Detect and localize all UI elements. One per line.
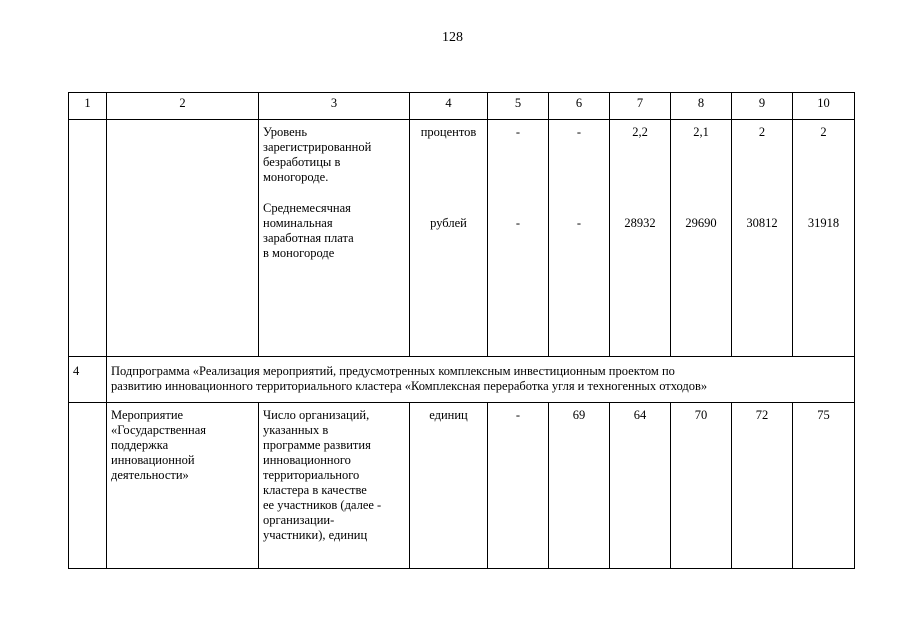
text-line: Уровень xyxy=(263,125,308,139)
header-cell: 3 xyxy=(259,93,410,120)
text-line: зарегистрированной xyxy=(263,140,372,154)
subprogram-row xyxy=(69,357,855,403)
text-line: Число организаций, xyxy=(263,408,370,422)
header-cell: 6 xyxy=(549,93,610,120)
value-cell: - xyxy=(488,403,549,569)
text-line: территориального xyxy=(263,468,360,482)
value: 31918 xyxy=(807,216,840,230)
value: - xyxy=(515,125,521,139)
table-row xyxy=(69,120,855,357)
value: 30812 xyxy=(746,216,778,230)
value-cell: 70 xyxy=(671,403,732,569)
value: - xyxy=(576,125,582,139)
indicator-name-cell xyxy=(259,120,410,357)
text-line: указанных в xyxy=(263,423,329,437)
program-indicators-table xyxy=(68,92,855,569)
unit-cell xyxy=(410,120,488,357)
text-line: «Государственная xyxy=(111,423,207,437)
value-cell: 69 xyxy=(549,403,610,569)
row-number-cell xyxy=(69,120,107,357)
text-line: номинальная xyxy=(263,216,333,230)
text-line: заработная плата xyxy=(263,231,354,245)
indicator-name-cell xyxy=(259,403,410,569)
text-line: Мероприятие xyxy=(111,408,184,422)
value-cell: 75 xyxy=(793,403,855,569)
value-cell xyxy=(671,120,732,357)
text-line: инновационной xyxy=(111,453,195,467)
text-line: участники), единиц xyxy=(263,528,368,542)
subprogram-number: 4 xyxy=(69,357,107,403)
page-number: 128 xyxy=(442,30,463,45)
value: - xyxy=(515,216,521,230)
event-cell xyxy=(107,120,259,357)
text-line: Среднемесячная xyxy=(263,201,351,215)
text-line: поддержка xyxy=(111,438,169,452)
text-line: ее участников (далее - xyxy=(263,498,382,512)
header-cell: 9 xyxy=(732,93,793,120)
unit-value: процентов xyxy=(420,125,477,139)
event-cell xyxy=(107,403,259,569)
header-cell: 1 xyxy=(69,93,107,120)
header-cell: 8 xyxy=(671,93,732,120)
text-line: в моногороде xyxy=(263,246,335,260)
value: 2,2 xyxy=(632,125,648,139)
subprogram-title xyxy=(107,357,855,403)
unit-value: рублей xyxy=(430,216,467,230)
table-header-row xyxy=(69,93,855,120)
value-cell xyxy=(488,120,549,357)
header-cell: 2 xyxy=(107,93,259,120)
value-cell xyxy=(549,120,610,357)
header-cell: 7 xyxy=(610,93,671,120)
value-cell: 72 xyxy=(732,403,793,569)
value: 2 xyxy=(820,125,827,139)
header-cell: 5 xyxy=(488,93,549,120)
value: - xyxy=(576,216,582,230)
value-cell xyxy=(732,120,793,357)
row-number-cell xyxy=(69,403,107,569)
text-line: кластера в качестве xyxy=(263,483,367,497)
value: 2 xyxy=(758,125,766,139)
text-line: моногороде. xyxy=(263,170,329,184)
text-line: развитию инновационного территориального кластера «Комплексная переработка угля и техногенных отходов» xyxy=(111,379,708,393)
header-cell: 4 xyxy=(410,93,488,120)
value-cell xyxy=(610,120,671,357)
text-line: программе развития xyxy=(263,438,371,452)
value-cell: 64 xyxy=(610,403,671,569)
value: 28932 xyxy=(624,216,656,230)
text-line: Подпрограмма «Реализация мероприятий, предусмотренных комплексным инвестиционным проектом по xyxy=(111,364,675,378)
table-row xyxy=(69,403,855,569)
value-cell xyxy=(793,120,855,357)
text-line: деятельности» xyxy=(111,468,189,482)
text-line: безработицы в xyxy=(263,155,341,169)
header-cell: 10 xyxy=(793,93,855,120)
unit-cell: единиц xyxy=(410,403,488,569)
indicator-name xyxy=(263,201,405,261)
text-line: организации- xyxy=(263,513,335,527)
value: 2,1 xyxy=(693,125,709,139)
indicator-name xyxy=(263,125,405,185)
text-line: инновационного xyxy=(263,453,351,467)
value: 29690 xyxy=(685,216,717,230)
